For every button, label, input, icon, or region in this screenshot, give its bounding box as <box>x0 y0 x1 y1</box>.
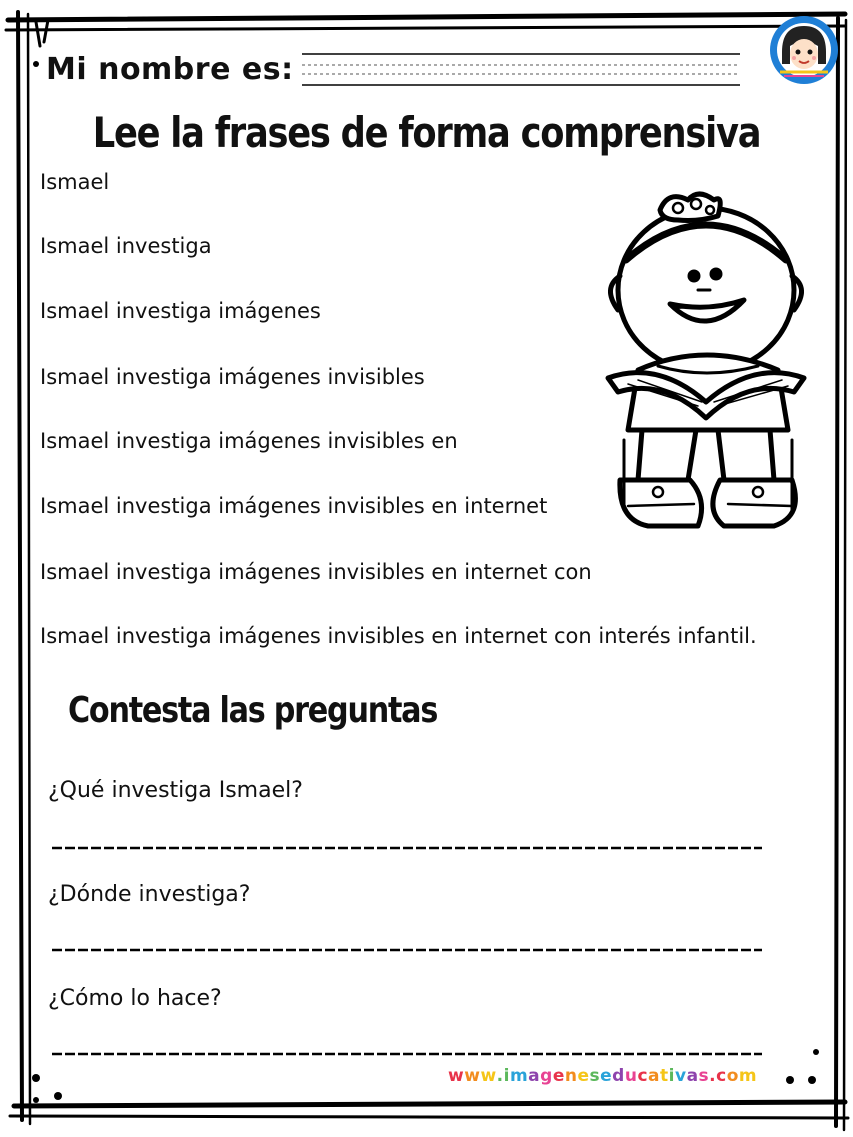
footer-website: www.imageneseducativas.com <box>448 1066 758 1086</box>
girl-face-logo-icon <box>768 14 840 86</box>
question-3: ¿Cómo lo hace? <box>48 986 222 1011</box>
name-writing-lines[interactable] <box>302 52 740 88</box>
phrase-2: Ismael investiga <box>40 234 212 258</box>
questions-title: Contesta las preguntas <box>68 690 438 731</box>
phrase-5: Ismael investiga imágenes invisibles en <box>40 429 458 453</box>
answer-line-3[interactable] <box>52 1052 762 1056</box>
page-title: Lee la frases de forma comprensiva <box>92 108 761 157</box>
name-row <box>40 50 740 94</box>
answer-line-2[interactable] <box>52 948 762 952</box>
phrase-6: Ismael investiga imágenes invisibles en internet <box>40 494 548 518</box>
child-reading-book-icon <box>598 180 816 550</box>
phrase-1: Ismael <box>40 170 110 194</box>
phrase-7: Ismael investiga imágenes invisibles en internet con <box>40 560 592 584</box>
answer-line-1[interactable] <box>52 846 762 850</box>
question-2: ¿Dónde investiga? <box>48 882 251 907</box>
phrase-4: Ismael investiga imágenes invisibles <box>40 365 425 389</box>
phrase-3: Ismael investiga imágenes <box>40 299 321 323</box>
question-1: ¿Qué investiga Ismael? <box>48 778 303 803</box>
phrase-8: Ismael investiga imágenes invisibles en internet con interés infantil. <box>40 624 757 648</box>
name-label: Mi nombre es: <box>46 52 294 87</box>
